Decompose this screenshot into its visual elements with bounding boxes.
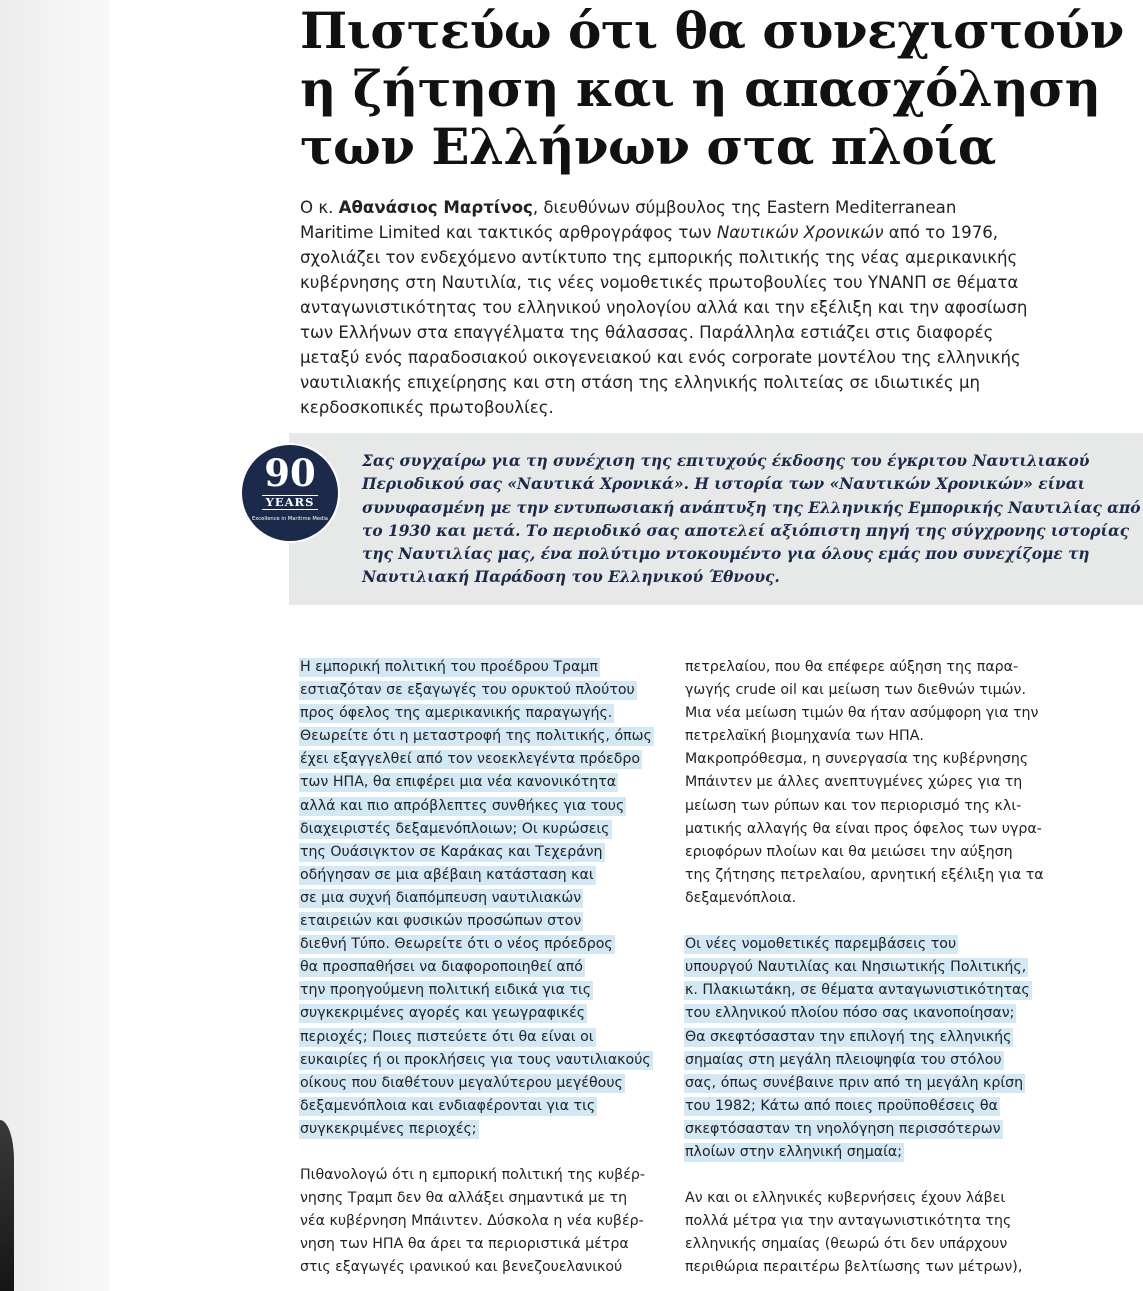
left-photo-edge xyxy=(0,1120,14,1291)
answer-line: ματικής αλλαγής θα είναι προς όφελος των υγρα- xyxy=(685,820,1042,837)
answer-line: δεξαμενόπλοια. xyxy=(685,889,797,906)
left-photo-strip xyxy=(0,0,109,1291)
badge-number: 90 xyxy=(264,451,316,495)
question-line: σκεφτόσασταν τη νηολόγηση περισσότερων xyxy=(685,1120,1001,1137)
answer-line: Μακροπρόθεσμα, η συνεργασία της κυβέρνησης xyxy=(685,751,1029,768)
answer-line: πετρελαίου, που θα επέφερε αύξηση της παρα- xyxy=(685,659,1019,675)
headline-line: των Ελλήνων στα πλοία xyxy=(300,117,996,176)
question-line: περιοχές; Ποιες πιστεύετε ότι θα είναι οι xyxy=(300,1028,594,1045)
intro-line: των Ελλήνων στα επαγγέλματα της θάλασσας. Παράλληλα εστιάζει στις διαφορές xyxy=(300,323,994,342)
question-line: κ. Πλακιωτάκη, σε θέματα ανταγωνιστικότητας xyxy=(685,982,1030,999)
paragraph-gap xyxy=(300,1141,670,1164)
article-intro xyxy=(300,195,1046,420)
question-line: πλοίων στην ελληνική σημαία; xyxy=(685,1143,903,1160)
quote-line: της Ναυτιλίας μας, ένα πολύτιμο ντοκουμέντο για όλους εμάς που συνεχίζομε τη xyxy=(362,545,1090,564)
intro-line1-rest: , διευθύνων σύμβουλος της Eastern Mediterranean xyxy=(532,198,957,217)
answer-line: περιθώρια περαιτέρω βελτίωσης των μέτρων), xyxy=(685,1259,1023,1276)
answer-line: της ζήτησης πετρελαίου, αρνητική εξέλιξη για τα xyxy=(685,866,1044,883)
question-line: δεξαμενόπλοια και ενδιαφέρονται για τις xyxy=(300,1097,596,1114)
question-line: της Ουάσιγκτον σε Καράκας και Τεχεράνη xyxy=(300,843,603,860)
answer-line: εριοφόρων πλοίων και θα μειώσει την αύξηση xyxy=(685,843,1013,860)
answer-line: Πιθανολογώ ότι η εμπορική πολιτική της κυβέρ- xyxy=(300,1167,646,1184)
answer-line: στις εξαγωγές ιρανικού και βενεζουελανικού xyxy=(300,1259,623,1276)
headline-line: η ζήτηση και η απασχόληση xyxy=(300,59,1101,118)
answer-line: νησης Τραμπ δεν θα αλλάξει σημαντικά με τη xyxy=(300,1190,628,1207)
interview-answer-continued xyxy=(685,656,1055,910)
intro-line: σχολιάζει τον ενδεχόμενο αντίκτυπο της εμπορικής πολιτικής της νέας αμερικανικής xyxy=(300,248,1018,267)
question-line: οίκους που διαθέτουν μεγαλύτερου μεγέθους xyxy=(300,1074,623,1091)
question-line: θα προσπαθήσει να διαφοροποιηθεί από xyxy=(300,959,583,976)
interview-question xyxy=(685,933,1055,1164)
article-headline xyxy=(300,1,1124,176)
question-line: ευκαιρίες ή οι προκλήσεις για τους ναυτιλιακούς xyxy=(300,1051,651,1068)
intro-line: κερδοσκοπικές πρωτοβουλίες. xyxy=(300,398,554,417)
paragraph-gap xyxy=(685,1164,1055,1187)
intro-line2-a: Maritime Limited και τακτικός αρθρογράφος των xyxy=(300,223,717,242)
question-line: Η εμπορική πολιτική του προέδρου Τραμπ xyxy=(300,659,598,675)
answer-line: πετρελαϊκή βιομηχανία των ΗΠΑ. xyxy=(685,728,924,745)
intro-line: ναυτιλιακής επιχείρησης και στη στάση της ελληνικής πολιτείας σε ιδιωτικές μη xyxy=(300,373,981,392)
intro-line: ανταγωνιστικότητας του ελληνικού νηολογίου αλλά και την εξέλιξη και την αφοσίωση xyxy=(300,298,1028,317)
question-line: έχει εξαγγελθεί από τον νεοεκλεγέντα πρόεδρο xyxy=(300,751,641,768)
quote-line: συνυφασμένη με την εντυπωσιακή ανάπτυξη της Ελληνικής Εμπορικής Ναυτιλίας από xyxy=(362,498,1141,517)
answer-line: Αν και οι ελληνικές κυβερνήσεις έχουν λάβει xyxy=(685,1190,1006,1207)
article-column-left xyxy=(300,656,670,1280)
question-line: σε μια συχνή διαπόμπευση ναυτιλιακών xyxy=(300,889,582,906)
badge-tagline: Excellence in Maritime Media xyxy=(252,516,328,522)
intro-line: μεταξύ ενός παραδοσιακού οικογενειακού και ενός corporate μοντέλου της ελληνικής xyxy=(300,348,1021,367)
intro-line2-b: από το 1976, xyxy=(883,223,999,242)
pull-quote xyxy=(362,450,1141,590)
interviewee-name: Αθανάσιος Μαρτίνος xyxy=(338,198,533,217)
answer-line: Μπάιντεν με άλλες ανεπτυγμένες χώρες για τη xyxy=(685,774,1023,791)
question-line: εταιρειών και φυσικών προσώπων στον xyxy=(300,913,582,930)
quote-line: Περιοδικού σας «Ναυτικά Χρονικά». Η ιστορία των «Ναυτικών Χρονικών» είναι xyxy=(362,475,1086,494)
quote-line: το 1930 και μετά. Το περιοδικό σας αποτελεί αξιόπιστη πηγή της σύγχρονης ιστορίας xyxy=(362,521,1130,540)
anniversary-badge-logo xyxy=(242,445,338,541)
answer-line: Μια νέα μείωση τιμών θα ήταν ασύμφορη για την xyxy=(685,705,1039,722)
intro-line xyxy=(300,220,1046,245)
question-line: των ΗΠΑ, θα επιφέρει μια νέα κανονικότητα xyxy=(300,774,617,791)
question-line: Οι νέες νομοθετικές παρεμβάσεις του xyxy=(685,936,957,953)
article-column-right xyxy=(685,656,1055,1280)
quote-line: Σας συγχαίρω για τη συνέχιση της επιτυχούς έκδοσης του έγκριτου Ναυτιλιακού xyxy=(362,452,1090,470)
interview-answer xyxy=(685,1187,1055,1279)
intro-prefix: Ο κ. xyxy=(300,198,339,217)
intro-line xyxy=(300,195,1046,220)
question-line: υπουργού Ναυτιλίας και Νησιωτικής Πολιτικής, xyxy=(685,959,1027,976)
intro-line: κυβέρνησης στη Ναυτιλία, τις νέες νομοθετικές πρωτοβουλίες του ΥΝΑΝΠ σε θέματα xyxy=(300,273,1019,292)
question-line: εστιαζόταν σε εξαγωγές του ορυκτού πλούτου xyxy=(300,682,635,699)
quote-line: Ναυτιλιακή Παράδοση του Ελληνικού Έθνους. xyxy=(362,568,780,587)
question-line: του ελληνικού πλοίου πόσο σας ικανοποίησαν; xyxy=(685,1005,1015,1022)
interview-question xyxy=(300,656,670,1141)
question-line: του 1982; Κάτω από ποιες προϋποθέσεις θα xyxy=(685,1097,998,1114)
question-line: Θα σκεφτόσασταν την επιλογή της ελληνικής xyxy=(685,1028,1012,1045)
question-line: αλλά και πιο απρόβλεπτες συνθήκες για τους xyxy=(300,797,625,814)
question-line: σημαίας στη μεγάλη πλειοψηφία του στόλου xyxy=(685,1051,1002,1068)
question-line: διαχειριστές δεξαμενόπλοιων; Οι κυρώσεις xyxy=(300,820,610,837)
answer-line: πολλά μέτρα για την ανταγωνιστικότητα της xyxy=(685,1213,1012,1230)
answer-line: μείωση των ρύπων και τον περιορισμό της κλι- xyxy=(685,797,1022,814)
question-line: προς όφελος της αμερικανικής παραγωγής. xyxy=(300,705,613,722)
question-line: συγκεκριμένες περιοχές; xyxy=(300,1120,477,1137)
paragraph-gap xyxy=(685,910,1055,933)
badge-word: YEARS xyxy=(262,495,318,510)
magazine-name: Ναυτικών Χρονικών xyxy=(716,223,884,242)
question-line: σας, όπως συνέβαινε πριν από τη μεγάλη κρίση xyxy=(685,1074,1024,1091)
answer-line: ελληνικής σημαίας (θεωρώ ότι δεν υπάρχουν xyxy=(685,1236,1008,1253)
headline-line: Πιστεύω ότι θα συνεχιστούν xyxy=(300,1,1124,60)
question-line: διεθνή Τύπο. Θεωρείτε ότι ο νέος πρόεδρος xyxy=(300,936,613,953)
answer-line: νέα κυβέρνηση Μπάιντεν. Δύσκολα η νέα κυβέρ- xyxy=(300,1213,644,1230)
question-line: την προηγούμενη πολιτική ειδικά για τις xyxy=(300,982,592,999)
question-line: οδήγησαν σε μια αβέβαιη κατάσταση και xyxy=(300,866,594,883)
answer-line: γωγής crude oil και μείωση των διεθνών τιμών. xyxy=(685,682,1026,699)
question-line: συγκεκριμένες αγορές και γεωγραφικές xyxy=(300,1005,586,1022)
question-line: Θεωρείτε ότι η μεταστροφή της πολιτικής, όπως xyxy=(300,728,652,745)
interview-answer xyxy=(300,1164,670,1279)
answer-line: νηση των ΗΠΑ θα άρει τα περιοριστικά μέτρα xyxy=(300,1236,629,1253)
